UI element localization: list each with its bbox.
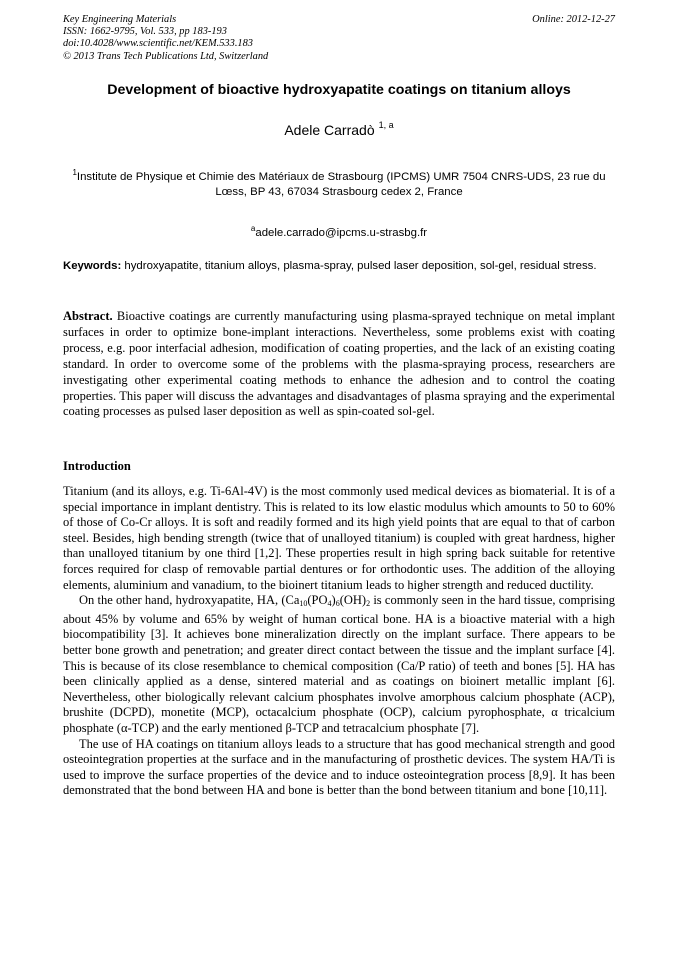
- email-address[interactable]: adele.carrado@ipcms.u-strasbg.fr: [255, 227, 428, 239]
- p2-text: ): [331, 593, 336, 608]
- abstract-label: Abstract.: [63, 309, 113, 323]
- p2-subscript: 4: [327, 599, 332, 609]
- paper-title: Development of bioactive hydroxyapatite coatings on titanium alloys: [107, 82, 571, 98]
- online-date: Online: 2012-12-27: [532, 14, 615, 25]
- abstract: [63, 309, 615, 420]
- keywords-label: Keywords:: [63, 260, 122, 272]
- introduction-body: [63, 484, 615, 799]
- author-line: [40, 120, 638, 138]
- paragraph-3: The use of HA coatings on titanium alloys leads to a structure that has good mechanical strength and good osteointegration properties at the surface and in the manufacturing of prosthetic devices. The system HA/Ti is used to improve the surface properties of the device and to induce osteointegration process [8,9]. It has been demonstrated that the bond between HA and bone is better than the bond between titanium and bone [10,11].: [63, 736, 615, 798]
- affiliation: [62, 166, 616, 199]
- p2-text: (OH): [339, 593, 367, 608]
- paragraph-1: Titanium (and its alloys, e.g. Ti-6Al-4V) is the most commonly used medical devices as biomaterial. It is of a special importance in implant dentistry. This is related to its low elastic modulus which amounts to 50 to 60% of those of Co-Cr alloys. It is soft and readily formed and its high yield points that are equal to that of carbon steel. Besides, high bending strength (twice that of unalloyed titanium) is coupled with great hardness, higher than unalloyed titanium by one third [1,2]. These properties result in high spring back suitable for retentive forces required for clasp of removable partial dentures or for orthodontic uses. The addition of the alloying elements, aluminium and vanadium, to the bioinert titanium leads to higher strength and reduced ductility.: [63, 484, 615, 592]
- paragraph-2: [63, 593, 615, 736]
- p2-text: (PO: [307, 593, 328, 608]
- email-mark: a: [250, 224, 256, 233]
- p2-subscript: 2: [366, 599, 371, 609]
- author-name: Adele Carradò: [284, 122, 375, 138]
- p2-subscript: 10: [299, 599, 308, 609]
- doi-line: doi:10.4028/www.scientific.net/KEM.533.183: [63, 38, 253, 50]
- copyright-line: © 2013 Trans Tech Publications Ltd, Switzerland: [63, 50, 269, 62]
- p2-text-end: is commonly seen in the hard tissue, comprising about 45% by volume and 65% by weight of human cortical bone. HA is a bioactive material with a high biocompatibility [3]. It achieves bone mineralization directly on the implant surface. There appears to be better bone growth and penetration; and greater direct contact between the tissue and the implant surface [4]. This is because of its close resemblance to chemical composition (Ca/P ratio) of teeth and bones [5]. HA has been clinically applied as a dense, sintered material and as coatings on bioinert metallic implant [6]. Nevertheless, other biologically relevant calcium phosphates involve amorphous calcium phosphate (ACP), brushite (DCPD), monetite (MCP), octacalcium phosphate (OCP), calcium pyrophosphate, α tricalcium phosphate (α-TCP) and the early mentioned β-TCP and tetracalcium phosphate [7].: [63, 593, 616, 735]
- section-heading-introduction: Introduction: [63, 459, 131, 473]
- journal-header: [63, 14, 615, 63]
- author-marks: 1, a: [378, 120, 394, 130]
- affiliation-mark: 1: [72, 168, 77, 177]
- journal-name: Key Engineering Materials: [63, 14, 177, 25]
- email-line: [40, 224, 638, 239]
- p2-text-start: On the other hand, hydroxyapatite, HA, (Ca: [79, 593, 300, 608]
- abstract-text: Bioactive coatings are currently manufacturing using plasma-sprayed technique on metal implant surfaces in order to optimize bone-implant interactions. Nevertheless, some problems exist with coating process, e.g. poor interfacial adhesion, modification of coating properties, and the lack of an existing coating standard. In order to overcome some of the problems with the plasma-spraying process, researchers are investigating other experimental coating methods to enhance the adhesion and to control the coating properties. This paper will discuss the advantages and disadvantages of plasma spraying and the experimental coating processes as pulsed laser deposition as well as spin-coated sol-gel.: [63, 309, 616, 419]
- keywords: [63, 259, 615, 274]
- affiliation-text: Institute de Physique et Chimie des Matériaux de Strasbourg (IPCMS) UMR 7504 CNRS-UDS, 23 rue du Lœss, BP 43, 67034 Strasbourg cedex 2, France: [76, 171, 606, 198]
- issn-line: ISSN: 1662-9795, Vol. 533, pp 183-193: [63, 26, 227, 38]
- p2-subscript: 6: [335, 599, 340, 609]
- keywords-text: hydroxyapatite, titanium alloys, plasma-spray, pulsed laser deposition, sol-gel, residual stress.: [124, 260, 597, 272]
